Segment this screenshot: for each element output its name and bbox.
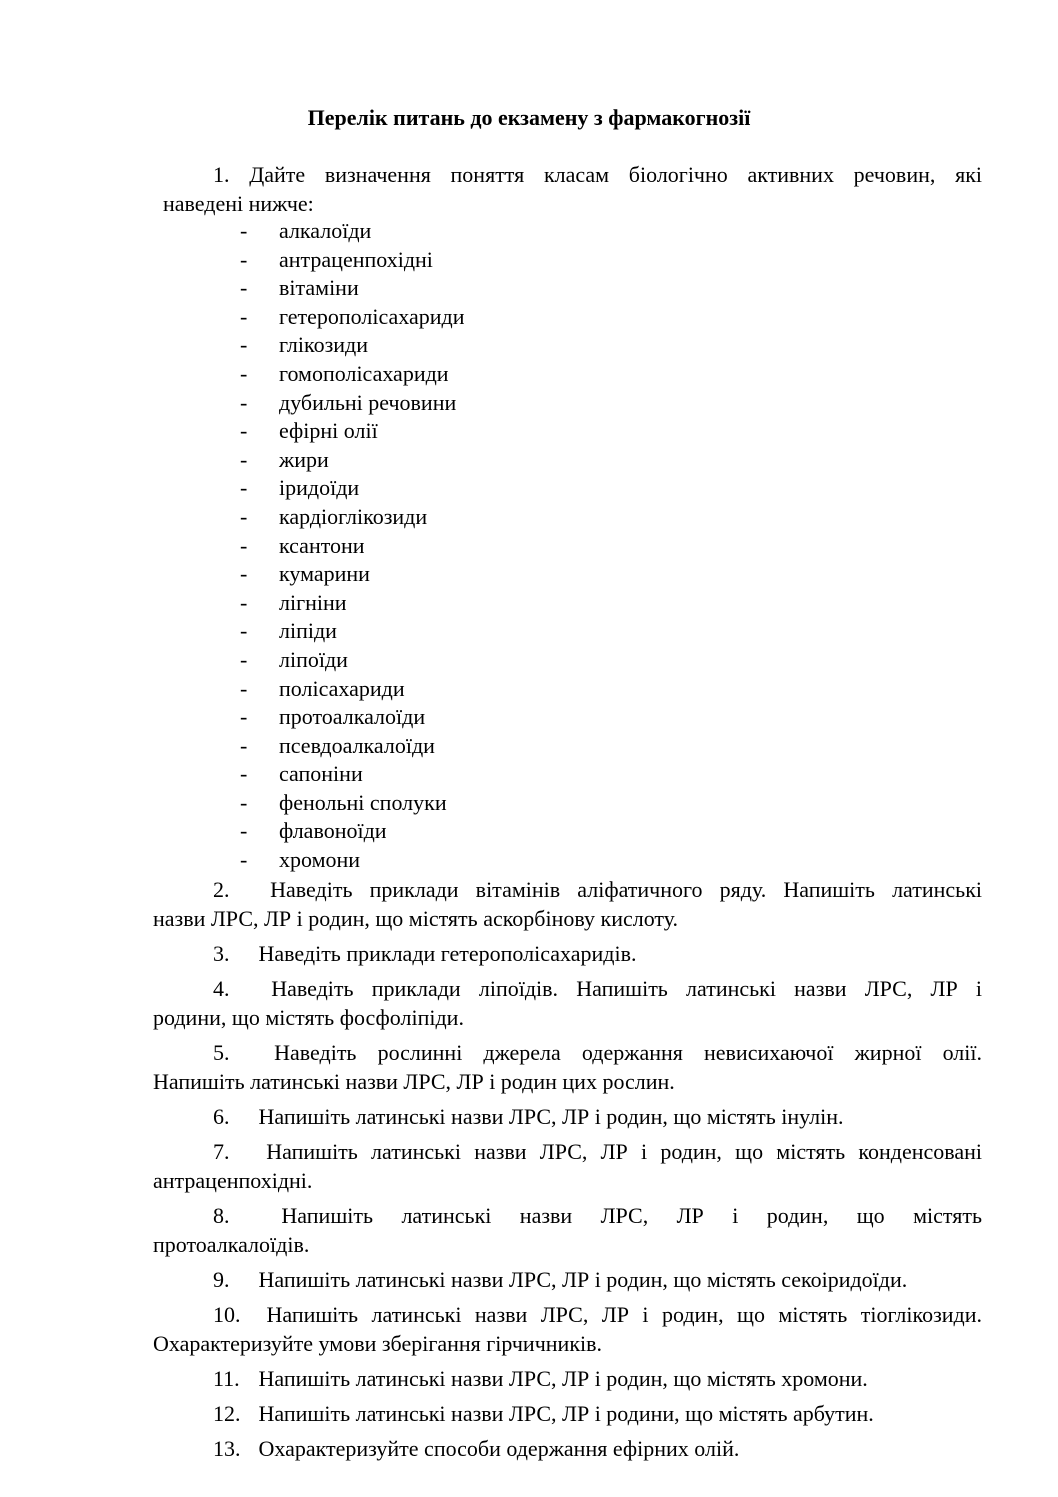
bullet-dash: - <box>240 646 248 672</box>
bio-active-classes-list <box>240 217 464 875</box>
list-item <box>240 503 464 532</box>
question-first-line <box>153 1265 982 1294</box>
bullet-dash: - <box>240 218 248 243</box>
question-number: 13. <box>213 1436 241 1461</box>
list-item-text: кардіоглікозиди <box>279 503 428 529</box>
question-first-line <box>153 1137 982 1166</box>
question-first-line <box>153 974 982 1003</box>
question-text: Напишіть латинські назви ЛРС, ЛР і родин, що містять <box>281 1203 982 1228</box>
list-item <box>240 217 464 246</box>
list-item-text: флавоноїди <box>279 818 387 844</box>
list-item <box>240 360 464 389</box>
question-1-line-1 <box>155 160 982 189</box>
list-item-text: лігніни <box>279 589 347 615</box>
question-first-line <box>153 1038 982 1067</box>
question-item <box>153 1265 982 1294</box>
question-continuation: Охарактеризуйте умови зберігання гірчичників. <box>153 1331 603 1356</box>
question-text: Наведіть приклади гетерополісахаридів. <box>258 941 637 966</box>
list-item <box>240 732 464 761</box>
list-item <box>240 560 464 589</box>
question-text: Напишіть латинські назви ЛРС, ЛР і родин, що містять хромони. <box>258 1366 868 1391</box>
question-text: Наведіть рослинні джерела одержання невисихаючої жирної олії. <box>274 1040 983 1065</box>
list-item-text: сапоніни <box>279 761 363 787</box>
question-number: 10. <box>213 1302 241 1327</box>
question-item <box>153 974 982 1032</box>
question-number: 3. <box>213 941 230 966</box>
question-1 <box>155 160 982 218</box>
bullet-dash: - <box>240 332 248 358</box>
list-item <box>240 532 464 561</box>
list-item <box>240 446 464 475</box>
list-item <box>240 646 464 675</box>
bullet-dash: - <box>240 246 248 272</box>
questions-list <box>153 875 982 1469</box>
bullet-dash: - <box>240 561 248 587</box>
bullet-dash: - <box>240 446 248 472</box>
question-number: 2. <box>213 877 230 902</box>
bullet-dash: - <box>240 503 248 529</box>
question-first-line <box>153 1102 982 1131</box>
question-number: 5. <box>213 1040 230 1065</box>
question-text: Напишіть латинські назви ЛРС, ЛР і родини, що містять арбутин. <box>258 1401 874 1426</box>
question-item <box>153 1399 982 1428</box>
list-item-text: ліпоїди <box>279 646 348 672</box>
list-item-text: гомополісахариди <box>279 360 449 386</box>
question-1-number: 1. <box>213 162 230 187</box>
list-item-text: вітаміни <box>279 275 359 301</box>
bullet-dash: - <box>240 818 248 844</box>
question-first-line <box>153 1201 982 1230</box>
list-item-text: фенольні сполуки <box>279 789 447 815</box>
list-item <box>240 703 464 732</box>
list-item-text: хромони <box>279 847 361 873</box>
list-item-text: гетерополісахариди <box>279 303 465 329</box>
question-continuation: антраценпохідні. <box>153 1168 313 1193</box>
question-continuation: Напишіть латинські назви ЛРС, ЛР і родин цих рослин. <box>153 1069 675 1094</box>
bullet-dash: - <box>240 389 248 415</box>
question-number: 12. <box>213 1401 241 1426</box>
question-continuation: родини, що містять фосфоліпіди. <box>153 1005 464 1030</box>
question-number: 6. <box>213 1104 230 1129</box>
question-first-line <box>153 875 982 904</box>
bullet-dash: - <box>240 732 248 758</box>
question-text: Охарактеризуйте способи одержання ефірних олій. <box>258 1436 740 1461</box>
question-item <box>153 939 982 968</box>
question-first-line <box>153 1434 982 1463</box>
list-item-text: кумарини <box>279 561 370 587</box>
question-first-line <box>153 1364 982 1393</box>
list-item-text: жири <box>279 446 329 472</box>
list-item <box>240 303 464 332</box>
list-item <box>240 817 464 846</box>
list-item <box>240 675 464 704</box>
question-item <box>153 1201 982 1259</box>
bullet-dash: - <box>240 475 248 501</box>
question-text: Напишіть латинські назви ЛРС, ЛР і родин, що містять інулін. <box>258 1104 844 1129</box>
bullet-dash: - <box>240 275 248 301</box>
list-item-text: антраценпохідні <box>279 246 433 272</box>
question-item <box>153 1137 982 1195</box>
list-item <box>240 474 464 503</box>
list-item-text: ксантони <box>279 532 365 558</box>
list-item-text: іридоїди <box>279 475 360 501</box>
question-number: 11. <box>213 1366 240 1391</box>
question-text: Напишіть латинські назви ЛРС, ЛР і родин, що містять тіоглікозиди. <box>266 1302 982 1327</box>
list-item <box>240 789 464 818</box>
list-item <box>240 389 464 418</box>
question-1-line-2: наведені нижче: <box>163 191 314 216</box>
question-item <box>153 1038 982 1096</box>
bullet-dash: - <box>240 418 248 444</box>
list-item-text: глікозиди <box>279 332 368 358</box>
page-title: Перелік питань до екзамену з фармакогнозії <box>307 105 751 130</box>
bullet-dash: - <box>240 704 248 730</box>
list-item <box>240 331 464 360</box>
list-item-text: полісахариди <box>279 675 405 701</box>
bullet-dash: - <box>240 303 248 329</box>
list-item <box>240 417 464 446</box>
question-first-line <box>153 1399 982 1428</box>
question-item <box>153 1300 982 1358</box>
list-item <box>240 274 464 303</box>
list-item-text: псевдоалкалоїди <box>279 732 435 758</box>
bullet-dash: - <box>240 589 248 615</box>
list-item-text: ліпіди <box>279 618 337 644</box>
list-item <box>240 246 464 275</box>
question-text: Напишіть латинські назви ЛРС, ЛР і родин, що містять секоіридоїди. <box>258 1267 908 1292</box>
question-text: Наведіть приклади ліпоїдів. Напишіть латинські назви ЛРС, ЛР і <box>271 976 982 1001</box>
question-first-line <box>153 1300 982 1329</box>
question-number: 8. <box>213 1203 230 1228</box>
list-item-text: дубильні речовини <box>279 389 457 415</box>
question-text: Наведіть приклади вітамінів аліфатичного ряду. Напишіть латинські <box>270 877 983 902</box>
question-number: 9. <box>213 1267 230 1292</box>
list-item-text: протоалкалоїди <box>279 704 426 730</box>
list-item <box>240 589 464 618</box>
question-item <box>153 1364 982 1393</box>
question-item <box>153 1102 982 1131</box>
bullet-dash: - <box>240 761 248 787</box>
bullet-dash: - <box>240 532 248 558</box>
question-continuation: протоалкалоїдів. <box>153 1232 310 1257</box>
question-item <box>153 1434 982 1463</box>
list-item-text: алкалоїди <box>279 218 372 243</box>
question-text: Напишіть латинські назви ЛРС, ЛР і родин, що містять конденсовані <box>266 1139 982 1164</box>
bullet-dash: - <box>240 360 248 386</box>
list-item-text: ефірні олії <box>279 418 378 444</box>
question-1-text: Дайте визначення поняття класам біологічно активних речовин, які <box>249 162 982 187</box>
bullet-dash: - <box>240 789 248 815</box>
bullet-dash: - <box>240 675 248 701</box>
question-number: 4. <box>213 976 230 1001</box>
question-number: 7. <box>213 1139 230 1164</box>
list-item <box>240 846 464 875</box>
question-item <box>153 875 982 933</box>
bullet-dash: - <box>240 847 248 873</box>
list-item <box>240 617 464 646</box>
question-continuation: назви ЛРС, ЛР і родин, що містять аскорбінову кислоту. <box>153 906 679 931</box>
bullet-dash: - <box>240 618 248 644</box>
list-item <box>240 760 464 789</box>
question-first-line <box>153 939 982 968</box>
